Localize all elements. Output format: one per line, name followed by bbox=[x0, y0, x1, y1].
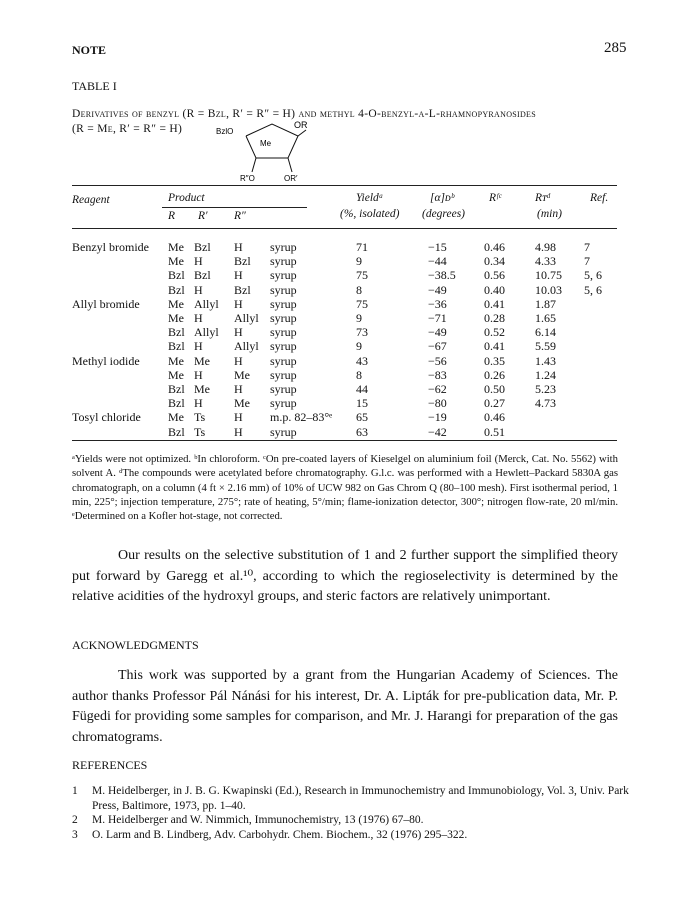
cell-form: syrup bbox=[270, 254, 297, 269]
cell-form: syrup bbox=[270, 311, 297, 325]
cell-rf: 0.34 bbox=[484, 254, 505, 269]
reference-item bbox=[72, 784, 632, 813]
cell-yield: 65 bbox=[356, 410, 368, 425]
cell-rf: 0.46 bbox=[484, 410, 505, 425]
cell-rp: Allyl bbox=[194, 325, 219, 340]
cell-rf: 0.35 bbox=[484, 353, 505, 368]
acknowledgments-text: This work was supported by a grant from the Hungarian Academy of Sciences. The author thanks Professor Pál Nánási for his interest, Dr. A. Lipták for pre-publication data, Mr. P. Fügedi for providing some samples for comparison, and Mr. J. Harangi for preparation of the gas chromatograms. bbox=[72, 668, 618, 745]
cell-rt: 4.98 bbox=[535, 240, 556, 254]
cell-rt: 4.73 bbox=[535, 396, 556, 411]
cell-rotation: −62 bbox=[428, 382, 447, 396]
cell-form: syrup bbox=[270, 382, 297, 396]
col-head-r: R bbox=[168, 210, 176, 222]
rhamnopyranoside-structure bbox=[216, 118, 336, 184]
cell-rp: Bzl bbox=[194, 268, 211, 283]
cell-rpp: Bzl bbox=[234, 282, 251, 297]
cell-rpp: H bbox=[234, 268, 243, 283]
cell-rt: 1.43 bbox=[535, 353, 556, 368]
cell-yield: 15 bbox=[356, 396, 368, 411]
struct-or-label: OR bbox=[294, 120, 308, 130]
col-head-ref: Ref. bbox=[590, 192, 609, 204]
table-caption-line-1: Derivatives of benzyl (R = Bzl, R′ = R″ = H) and methyl 4-O-benzyl-α-L-rhamnopyranosides bbox=[72, 108, 536, 120]
cell-rp: H bbox=[194, 254, 203, 269]
struct-rpp-label: R″O bbox=[240, 174, 255, 183]
cell-yield: 8 bbox=[356, 367, 362, 382]
cell-rt: 5.23 bbox=[535, 382, 556, 396]
cell-rt: 4.33 bbox=[535, 254, 556, 269]
cell-r: Bzl bbox=[168, 268, 185, 283]
cell-rf: 0.46 bbox=[484, 240, 505, 254]
cell-rotation: −71 bbox=[428, 311, 447, 325]
cell-rp: Ts bbox=[194, 424, 206, 439]
struct-me-label: Me bbox=[260, 139, 272, 148]
col-head-yield: Yieldᵃ bbox=[356, 192, 384, 204]
col-head-rotation: [α]ᴅᵇ bbox=[430, 192, 454, 204]
col-head-rf: Rᶠᶜ bbox=[489, 192, 502, 204]
cell-reagent: Tosyl chloride bbox=[72, 410, 141, 425]
col-head-reagent: Reagent bbox=[72, 194, 110, 206]
cell-rp: Allyl bbox=[194, 296, 219, 311]
cell-yield: 75 bbox=[356, 296, 368, 311]
cell-r: Me bbox=[168, 353, 184, 368]
reference-item bbox=[72, 828, 632, 843]
reference-item bbox=[72, 813, 632, 828]
cell-rotation: −56 bbox=[428, 353, 447, 368]
table-footnotes: ᵃYields were not optimized. ᵇIn chloroform. ᶜOn pre-coated layers of Kieselgel on aluminium foil (Merck, Cat. No. 5562) with solvent A. ᵈThe compounds were acetylated before chromatography. G.l.c. was performed with a Hewlett–Packard 5830A gas chromatograph, on a column (4 ft × 2.16 mm) of 10% of UCW 982 on Gas Chrom Q (80–100 mesh). First isothermal period, 1 min, 225°; injection temperature, 275°; rate of heating, 5°/min; flame-ionization detector, 300°; nitrogen flow-rate, 20 ml/min. ᵉDetermined on a Kofler hot-stage, not corrected. bbox=[72, 453, 618, 523]
cell-rotation: −42 bbox=[428, 424, 447, 439]
reference-text: O. Larm and B. Lindberg, Adv. Carbohydr. Chem. Biochem., 32 (1976) 295–322. bbox=[92, 828, 468, 841]
cell-rotation: −80 bbox=[428, 396, 447, 411]
body-paragraph: Our results on the selective substitution of 1 and 2 further support the simplified theory put forward by Garegg et al.¹⁰, according to which the regioselectivity is determined by the relative acidities of the hydroxyl groups, and steric factors are relatively unimportant. bbox=[72, 548, 618, 604]
table-caption bbox=[72, 107, 632, 137]
cell-yield: 63 bbox=[356, 424, 368, 439]
cell-rp: H bbox=[194, 367, 203, 382]
cell-form: syrup bbox=[270, 240, 297, 254]
cell-rpp: H bbox=[234, 325, 243, 340]
cell-rt: 6.14 bbox=[535, 325, 556, 340]
cell-rpp: Me bbox=[234, 367, 250, 382]
col-head-rpp: R″ bbox=[234, 210, 246, 222]
cell-rotation: −67 bbox=[428, 339, 447, 354]
col-head-product: Product bbox=[168, 192, 205, 204]
col-head-rt: Rᴛᵈ bbox=[535, 192, 550, 204]
cell-r: Me bbox=[168, 367, 184, 382]
reference-number: 2 bbox=[72, 814, 78, 826]
cell-rp: Bzl bbox=[194, 240, 211, 254]
running-head: NOTE bbox=[72, 43, 107, 57]
cell-reagent: Allyl bromide bbox=[72, 296, 140, 311]
cell-rotation: −15 bbox=[428, 240, 447, 254]
cell-form: syrup bbox=[270, 282, 297, 297]
cell-rpp: H bbox=[234, 353, 243, 368]
cell-rotation: −49 bbox=[428, 325, 447, 340]
cell-rpp: H bbox=[234, 424, 243, 439]
cell-rp: Ts bbox=[194, 410, 206, 425]
cell-r: Me bbox=[168, 254, 184, 269]
cell-ref: 7 bbox=[584, 254, 590, 269]
cell-rt: 1.65 bbox=[535, 311, 556, 325]
cell-r: Me bbox=[168, 410, 184, 425]
cell-rpp: H bbox=[234, 296, 243, 311]
cell-yield: 9 bbox=[356, 254, 362, 269]
cell-form: syrup bbox=[270, 424, 297, 439]
struct-rp-label: OR′ bbox=[284, 174, 298, 183]
reference-number: 3 bbox=[72, 828, 78, 841]
cell-rotation: −19 bbox=[428, 410, 447, 425]
cell-rotation: −49 bbox=[428, 282, 447, 297]
cell-rotation: −44 bbox=[428, 254, 447, 269]
cell-yield: 73 bbox=[356, 325, 368, 340]
cell-rpp: H bbox=[234, 410, 243, 425]
cell-r: Bzl bbox=[168, 325, 185, 340]
cell-rf: 0.28 bbox=[484, 311, 505, 325]
cell-rt: 10.75 bbox=[535, 268, 562, 283]
cell-r: Bzl bbox=[168, 396, 185, 411]
cell-rf: 0.56 bbox=[484, 268, 505, 283]
cell-form: syrup bbox=[270, 339, 297, 354]
cell-ref: 5, 6 bbox=[584, 282, 602, 297]
acknowledgments-heading: ACKNOWLEDGMENTS bbox=[72, 638, 199, 652]
cell-ref: 5, 6 bbox=[584, 268, 602, 283]
cell-form: syrup bbox=[270, 268, 297, 283]
table-head-rule bbox=[72, 228, 617, 229]
cell-rf: 0.41 bbox=[484, 339, 505, 354]
cell-rf: 0.41 bbox=[484, 296, 505, 311]
cell-rpp: H bbox=[234, 382, 243, 396]
cell-rt: 1.24 bbox=[535, 367, 556, 382]
cell-r: Me bbox=[168, 240, 184, 254]
cell-form: m.p. 82–83°ᵉ bbox=[270, 410, 333, 425]
cell-rt: 10.03 bbox=[535, 282, 562, 297]
cell-yield: 9 bbox=[356, 311, 362, 325]
reference-text: M. Heidelberger and W. Nimmich, Immunochemistry, 13 (1976) 67–80. bbox=[92, 814, 424, 826]
cell-yield: 9 bbox=[356, 339, 362, 354]
cell-rp: Me bbox=[194, 382, 210, 396]
cell-yield: 71 bbox=[356, 240, 368, 254]
cell-rt: 1.87 bbox=[535, 296, 556, 311]
cell-form: syrup bbox=[270, 325, 297, 340]
cell-rp: H bbox=[194, 339, 203, 354]
page-number: 285 bbox=[604, 40, 627, 56]
references-heading: REFERENCES bbox=[72, 758, 148, 772]
cell-form: syrup bbox=[270, 367, 297, 382]
cell-r: Bzl bbox=[168, 339, 185, 354]
cell-ref: 7 bbox=[584, 240, 590, 254]
cell-r: Bzl bbox=[168, 424, 185, 439]
cell-yield: 43 bbox=[356, 353, 368, 368]
cell-reagent: Benzyl bromide bbox=[72, 240, 149, 254]
cell-r: Bzl bbox=[168, 382, 185, 396]
col-head-yield-unit: (%, isolated) bbox=[340, 208, 400, 220]
cell-rf: 0.51 bbox=[484, 424, 505, 439]
col-head-rp: R′ bbox=[198, 210, 208, 222]
reference-text: M. Heidelberger, in J. B. G. Kwapinski (Ed.), Research in Immunochemistry and Immunobiology, Vol. 3, Univ. Park Press, Baltimore, 1973, pp. 1–40. bbox=[92, 785, 629, 812]
col-head-rt-unit: (min) bbox=[537, 208, 562, 220]
cell-yield: 8 bbox=[356, 282, 362, 297]
cell-rp: H bbox=[194, 311, 203, 325]
struct-bzlo-label: BzlO bbox=[216, 127, 234, 136]
cell-rotation: −83 bbox=[428, 367, 447, 382]
references-list bbox=[72, 784, 632, 842]
cell-rpp: Allyl bbox=[234, 311, 259, 325]
reference-number: 1 bbox=[72, 785, 78, 797]
cell-rf: 0.27 bbox=[484, 396, 505, 411]
cell-rf: 0.40 bbox=[484, 282, 505, 297]
cell-reagent: Methyl iodide bbox=[72, 353, 140, 368]
product-underline bbox=[162, 207, 307, 208]
cell-r: Bzl bbox=[168, 282, 185, 297]
cell-rpp: Bzl bbox=[234, 254, 251, 269]
cell-rotation: −36 bbox=[428, 296, 447, 311]
table-caption-line-2: (R = Me, R′ = R″ = H) bbox=[72, 123, 183, 135]
cell-rpp: Allyl bbox=[234, 339, 259, 354]
cell-rf: 0.26 bbox=[484, 367, 505, 382]
cell-rf: 0.50 bbox=[484, 382, 505, 396]
cell-rf: 0.52 bbox=[484, 325, 505, 340]
cell-rpp: Me bbox=[234, 396, 250, 411]
cell-yield: 44 bbox=[356, 382, 368, 396]
cell-form: syrup bbox=[270, 296, 297, 311]
table-bottom-rule bbox=[72, 440, 617, 441]
cell-rt: 5.59 bbox=[535, 339, 556, 354]
col-head-rotation-unit: (degrees) bbox=[422, 208, 465, 220]
cell-rp: Me bbox=[194, 353, 210, 368]
cell-form: syrup bbox=[270, 353, 297, 368]
cell-form: syrup bbox=[270, 396, 297, 411]
cell-yield: 75 bbox=[356, 268, 368, 283]
cell-rpp: H bbox=[234, 240, 243, 254]
cell-r: Me bbox=[168, 311, 184, 325]
table-top-rule bbox=[72, 185, 617, 186]
cell-rp: H bbox=[194, 282, 203, 297]
cell-rp: H bbox=[194, 396, 203, 411]
table-label: TABLE I bbox=[72, 79, 117, 93]
cell-rotation: −38.5 bbox=[428, 268, 456, 283]
cell-r: Me bbox=[168, 296, 184, 311]
